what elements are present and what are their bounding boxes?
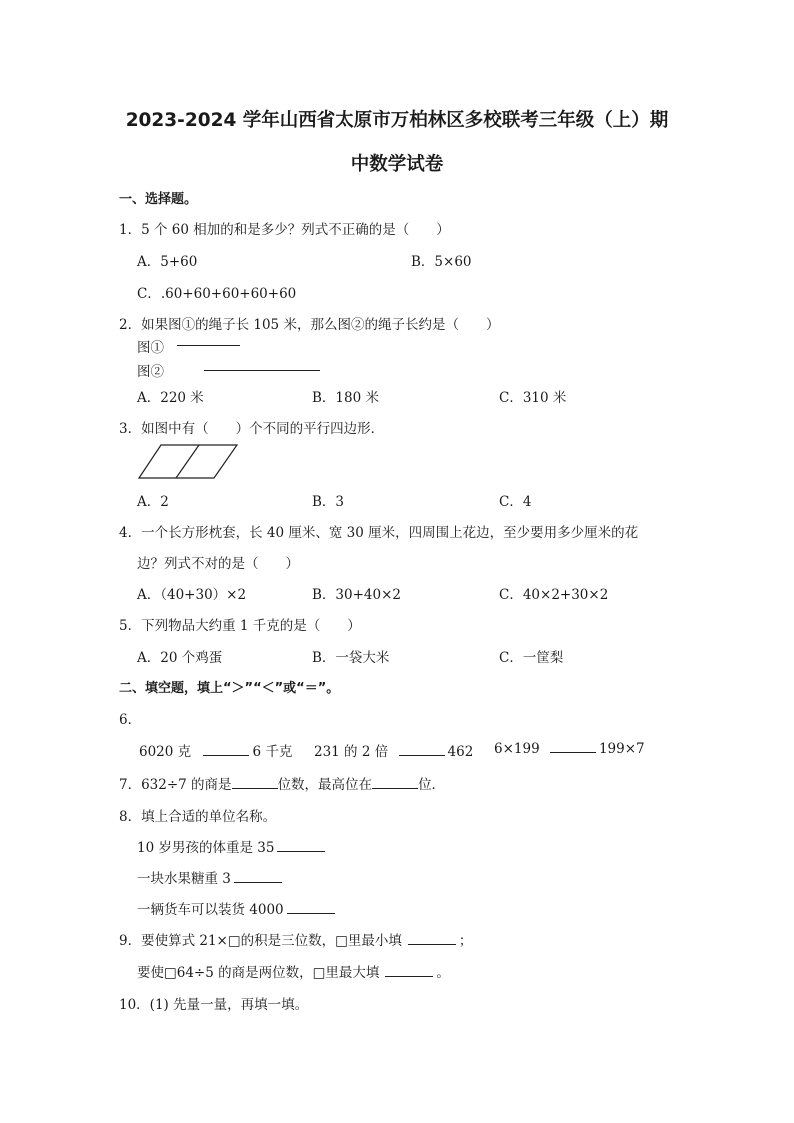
compare-1-left: 6020 克 (139, 744, 192, 760)
question-3-option-b: B．3 (312, 494, 345, 510)
compare-1-blank[interactable] (203, 743, 249, 756)
question-9-line-1-end: ； (458, 933, 473, 949)
question-10-stem: 10．(1) 先量一量，再填一填。 (119, 997, 309, 1013)
question-8-item-2-text: 一块水果糖重 3 (137, 871, 231, 887)
question-4-stem-line-1: 4．一个长方形枕套，长 40 厘米、宽 30 厘米，四周围上花边，至少要用多少厘米的花 (119, 525, 639, 541)
compare-item-2 (314, 740, 473, 760)
question-9-line-2 (137, 961, 450, 981)
section-heading-fill: 二、填空题，填上“＞”“＜”或“＝”。 (119, 681, 340, 696)
question-3-option-c: C．4 (499, 494, 532, 510)
question-4-option-a: A．（40+30）×2 (137, 587, 247, 603)
compare-2-left: 231 的 2 倍 (314, 744, 389, 760)
compare-3-left: 6×199 (494, 741, 540, 757)
question-2-stem: 2．如果图①的绳子长 105 米，那么图②的绳子长约是（ ） (119, 317, 500, 333)
question-8-item-1-text: 10 岁男孩的体重是 35 (137, 840, 275, 856)
question-2-option-c: C．310 米 (499, 390, 567, 406)
parallelogram-figure (138, 443, 240, 481)
figure-2-label: 图② (137, 364, 164, 380)
question-9-line-1-text: 9．要使算式 21×□的积是三位数，□里最小填 (119, 933, 402, 949)
question-1-stem: 1．5 个 60 相加的和是多少？列式不正确的是（ ） (119, 222, 450, 238)
question-8-item-1 (137, 836, 328, 856)
question-8-item-3-text: 一辆货车可以装货 4000 (137, 902, 284, 918)
question-4-option-b: B．30+40×2 (312, 587, 401, 603)
question-5-option-b: B．一袋大米 (312, 650, 390, 666)
question-5-option-c: C．一筐梨 (499, 650, 564, 666)
question-1-option-a: A．5+60 (137, 254, 198, 270)
highest-place-blank[interactable] (372, 776, 418, 789)
question-1-option-c: C．.60+60+60+60+60 (137, 286, 297, 302)
min-digit-blank[interactable] (408, 932, 456, 945)
unit-blank-1[interactable] (277, 839, 325, 852)
question-3-option-a: A．2 (137, 494, 169, 510)
unit-blank-3[interactable] (287, 901, 335, 914)
question-8-item-3 (137, 898, 338, 918)
unit-blank-2[interactable] (234, 870, 282, 883)
question-9-line-2-text: 要使□64÷5 的商是两位数，□里最大填 (137, 965, 380, 981)
question-7-part-c: 位． (418, 777, 446, 793)
question-6-number: 6． (119, 712, 142, 728)
question-5-stem: 5．下列物品大约重 1 千克的是（ ） (119, 618, 361, 634)
compare-3-right: 199×7 (598, 741, 645, 757)
question-9-line-2-end: 。 (436, 965, 450, 981)
question-7-part-b: 位数，最高位在 (277, 777, 373, 793)
page-title-line-1: 2023-2024 学年山西省太原市万柏林区多校联考三年级（上）期 (125, 110, 669, 131)
question-9-line-1 (119, 929, 472, 949)
question-3-stem: 3．如图中有（ ）个不同的平行四边形． (119, 421, 385, 437)
question-4-stem-line-2: 边？列式不对的是（ ） (137, 556, 299, 572)
page-title-line-2: 中数学试卷 (350, 154, 444, 175)
section-heading-choice: 一、选择题。 (119, 192, 198, 207)
question-7-part-a: 7．632÷7 的商是 (119, 777, 232, 793)
figure-1-label: 图① (137, 340, 164, 356)
question-5-option-a: A．20 个鸡蛋 (137, 650, 223, 666)
question-1-option-b: B．5×60 (411, 254, 472, 270)
max-digit-blank[interactable] (385, 964, 433, 977)
rope-1-line (177, 345, 240, 346)
question-8-stem: 8．填上合适的单位名称。 (119, 809, 277, 825)
compare-item-1 (139, 740, 292, 760)
compare-item-3 (494, 740, 645, 757)
digits-blank[interactable] (232, 776, 278, 789)
rope-2-line (204, 370, 320, 371)
question-4-option-c: C．40×2+30×2 (499, 587, 609, 603)
question-8-item-2 (137, 867, 285, 887)
compare-2-right: 462 (447, 744, 474, 760)
question-2-option-b: B．180 米 (312, 390, 379, 406)
question-7 (119, 773, 445, 793)
compare-1-right: 6 千克 (252, 744, 293, 760)
compare-3-blank[interactable] (550, 740, 596, 753)
question-2-option-a: A．220 米 (137, 390, 204, 406)
compare-2-blank[interactable] (399, 743, 445, 756)
